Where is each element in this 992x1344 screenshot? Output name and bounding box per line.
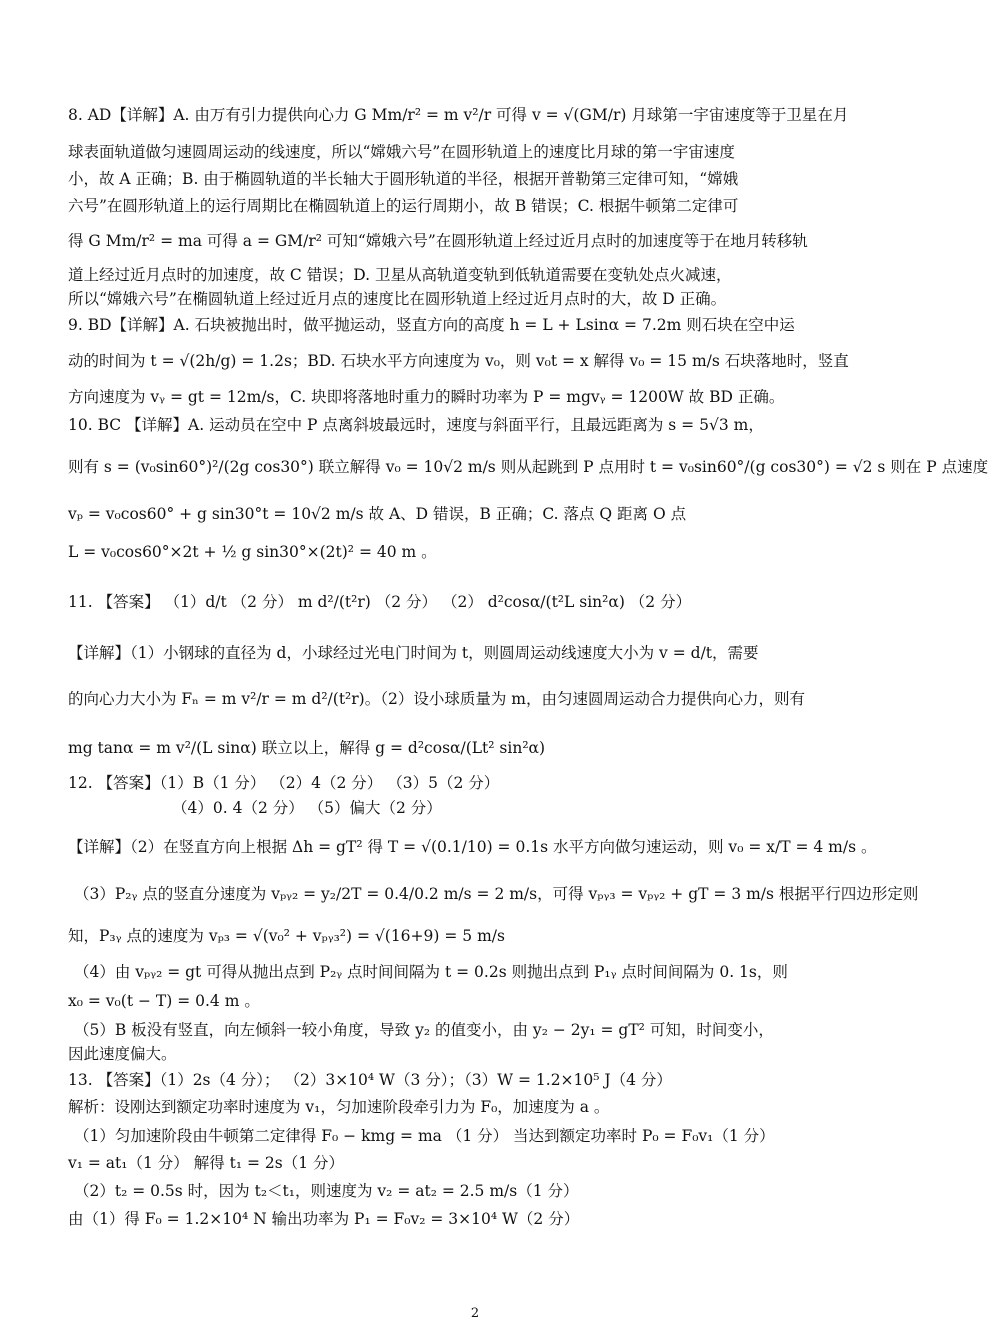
text-line: L = v₀cos60°×2t + ½ g sin30°×(2t)² = 40 m 。 (68, 543, 437, 561)
text-line: 【详解】（1）小钢球的直径为 d，小球经过光电门时间为 t，则圆周运动线速度大小为 v = d/t，需要 (68, 644, 759, 662)
text-line: （4）由 vₚᵧ₂ = gt 可得从抛出点到 P₂ᵧ 点时间间隔为 t = 0.2s 则抛出点到 P₁ᵧ 点时间间隔为 0. 1s，则 (74, 963, 788, 981)
text-line: 方向速度为 vᵧ = gt = 12m/s，C. 块即将落地时重力的瞬时功率为 P = mgvᵧ = 1200W 故 BD 正确。 (68, 388, 785, 406)
text-line: （2）t₂ = 0.5s 时，因为 t₂＜t₁，则速度为 v₂ = at₂ = 2.5 m/s（1 分） (74, 1182, 579, 1200)
text-line: 13. 【答案】（1）2s（4 分）； （2）3×10⁴ W（3 分）；（3）W = 1.2×10⁵ J（4 分） (68, 1071, 672, 1089)
text-line: （5）B 板没有竖直，向左倾斜一较小角度，导致 y₂ 的值变小，由 y₂ − 2y₁ = gT² 可知，时间变小， (74, 1021, 774, 1039)
text-line: （4）0. 4（2 分） （5）偏大（2 分） (172, 799, 442, 817)
text-line: mg tanα = m v²/(L sinα) 联立以上，解得 g = d²cosα/(Lt² sin²α) (68, 739, 546, 757)
text-line: 解析：设刚达到额定功率时速度为 v₁，匀加速阶段牵引力为 F₀，加速度为 a 。 (68, 1098, 610, 1116)
text-line: 12. 【答案】（1）B（1 分） （2）4（2 分） （3）5（2 分） (68, 774, 500, 792)
text-line: （3）P₂ᵧ 点的竖直分速度为 vₚᵧ₂ = y₂/2T = 0.4/0.2 m/s = 2 m/s，可得 vₚᵧ₃ = vₚᵧ₂ + gT = 3 m/s 根据平行四边形定则 (74, 885, 919, 903)
text-line: 动的时间为 t = √(2h/g) = 1.2s；BD. 石块水平方向速度为 v₀，则 v₀t = x 解得 v₀ = 15 m/s 石块落地时，竖直 (68, 352, 849, 370)
page-number: 2 (470, 1306, 480, 1321)
text-line: 9. BD【详解】A. 石块被抛出时，做平抛运动，竖直方向的高度 h = L + Lsinα = 7.2m 则石块在空中运 (68, 316, 795, 334)
text-line: 11. 【答案】 （1）d/t （2 分） m d²/(t²r) （2 分） （2） d²cosα/(t²L sin²α) （2 分） (68, 593, 692, 611)
text-line: 六号”在圆形轨道上的运行周期比在椭圆轨道上的运行周期小，故 B 错误；C. 根据牛顿第二定律可 (68, 197, 739, 215)
text-line: 10. BC 【详解】A. 运动员在空中 P 点离斜坡最远时，速度与斜面平行，且最远距离为 s = 5√3 m， (68, 416, 764, 434)
text-line: 小，故 A 正确；B. 由于椭圆轨道的半长轴大于圆形轨道的半径，根据开普勒第三定律可知，“嫦娥 (68, 170, 739, 188)
text-line: x₀ = v₀(t − T) = 0.4 m 。 (68, 992, 260, 1010)
text-line: 知，P₃ᵧ 点的速度为 vₚ₃ = √(v₀² + vₚᵧ₃²) = √(16+9) = 5 m/s (68, 927, 505, 945)
text-line: 8. AD【详解】A. 由万有引力提供向心力 G Mm/r² = m v²/r 可得 v = √(GM/r) 月球第一宇宙速度等于卫星在月 (68, 106, 849, 124)
text-line: 因此速度偏大。 (68, 1045, 177, 1063)
text-line: 则有 s = (v₀sin60°)²/(2g cos30°) 联立解得 v₀ = 10√2 m/s 则从起跳到 P 点用时 t = v₀sin60°/(g cos30°) = √2 s 则在 P 点速度 (68, 458, 989, 476)
text-line: 所以“嫦娥六号”在椭圆轨道上经过近月点的速度比在圆形轨道上经过近月点时的大，故 D 正确。 (68, 290, 727, 308)
text-line: vₚ = v₀cos60° + g sin30°t = 10√2 m/s 故 A、D 错误，B 正确；C. 落点 Q 距离 O 点 (68, 505, 687, 523)
text-line: 的向心力大小为 Fₙ = m v²/r = m d²/(t²r)。（2）设小球质量为 m，由匀速圆周运动合力提供向心力，则有 (68, 690, 805, 708)
text-line: 球表面轨道做匀速圆周运动的线速度，所以“嫦娥六号”在圆形轨道上的速度比月球的第一宇宙速度 (68, 143, 735, 161)
text-line: 【详解】（2）在竖直方向上根据 Δh = gT² 得 T = √(0.1/10) = 0.1s 水平方向做匀速运动，则 v₀ = x/T = 4 m/s 。 (68, 838, 877, 856)
text-line: 由（1）得 F₀ = 1.2×10⁴ N 输出功率为 P₁ = F₀v₂ = 3×10⁴ W（2 分） (68, 1210, 580, 1228)
text-line: 得 G Mm/r² = ma 可得 a = GM/r² 可知“嫦娥六号”在圆形轨道上经过近月点时的加速度等于在地月转移轨 (68, 232, 808, 250)
text-line: （1）匀加速阶段由牛顿第二定律得 F₀ − kmg = ma （1 分） 当达到额定功率时 P₀ = F₀v₁（1 分） (74, 1127, 775, 1145)
text-line: 道上经过近月点时的加速度，故 C 错误；D. 卫星从高轨道变轨到低轨道需要在变轨处点火减速， (68, 266, 732, 284)
text-line: v₁ = at₁（1 分） 解得 t₁ = 2s（1 分） (68, 1154, 345, 1172)
